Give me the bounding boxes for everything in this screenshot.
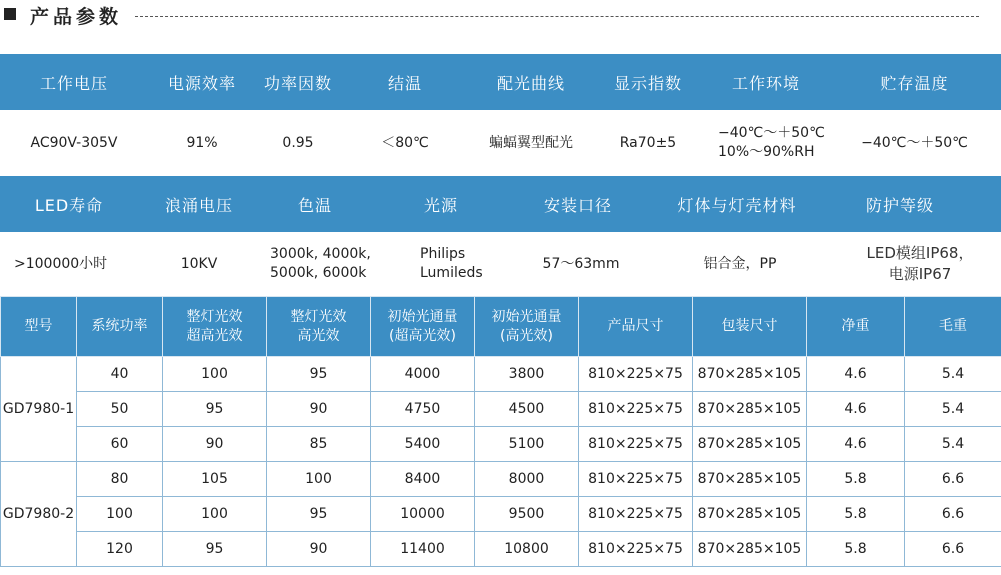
- param-value-environment: [704, 110, 828, 176]
- param-value-light-source-line2: Lumileds: [420, 265, 483, 281]
- table-header-text: 系统功率: [91, 318, 148, 334]
- table-cell: 5.8: [807, 497, 905, 532]
- param-value-color-temp-line2: 5000k, 6000k: [270, 265, 367, 281]
- model-cell: GD7980-1: [1, 357, 77, 462]
- param-value-light-source: [412, 232, 512, 296]
- table-cell: 6.6: [905, 462, 1001, 497]
- param-label-environment: 工作环境: [731, 73, 800, 93]
- table-cell: 810×225×75: [579, 462, 693, 497]
- table-cell: 50: [77, 392, 163, 427]
- param-label-protection: 防护等级: [865, 195, 934, 215]
- table-cell: 3800: [475, 357, 579, 392]
- table-row: [1, 392, 1001, 427]
- param-label-efficiency: 电源效率: [167, 73, 236, 93]
- table-header-text: 整灯光效: [186, 308, 243, 325]
- params2-label-band: [0, 176, 1001, 232]
- table-cell: 90: [267, 532, 371, 567]
- table-cell: 5.4: [905, 357, 1001, 392]
- table-row: [1, 357, 1001, 392]
- model-spec-table: [0, 296, 1001, 567]
- table-cell: 9500: [475, 497, 579, 532]
- param-label-surge-voltage: 浪涌电压: [164, 195, 233, 215]
- param-value-environment-temp: −40℃～＋50℃: [718, 125, 825, 141]
- param-label-light-distribution: 配光曲线: [496, 73, 565, 93]
- table-header-text: 高光效: [297, 327, 340, 344]
- table-cell: 4750: [371, 392, 475, 427]
- param-label-light-source: 光源: [423, 195, 458, 215]
- table-cell: 10000: [371, 497, 475, 532]
- section-title: 产品参数: [30, 6, 123, 28]
- param-value-junction-temp: ＜80℃: [381, 134, 429, 151]
- table-cell: 85: [267, 427, 371, 462]
- table-row: [1, 427, 1001, 462]
- table-cell: 870×285×105: [693, 392, 807, 427]
- table-header-cell: [371, 297, 475, 357]
- param-value-light-distribution: 蝙蝠翼型配光: [489, 134, 573, 151]
- table-header-text: 超高光效: [186, 327, 243, 344]
- section-header: [0, 0, 1001, 32]
- param-value-mount-diameter: 57～63mm: [542, 255, 620, 272]
- table-header-text: (超高光效): [389, 327, 456, 344]
- param-label-led-life: LED寿命: [34, 195, 104, 215]
- param-value-color-temp: [262, 232, 376, 296]
- table-header-row: [1, 297, 1001, 357]
- table-row: [1, 497, 1001, 532]
- table-header-text: 毛重: [939, 318, 967, 334]
- param-value-surge-voltage: 10KV: [180, 255, 218, 272]
- param-label-power-factor: 功率因数: [263, 73, 332, 93]
- table-cell: 5.8: [807, 532, 905, 567]
- table-cell: 100: [163, 357, 267, 392]
- table-cell: 60: [77, 427, 163, 462]
- param-label-junction-temp: 结温: [387, 73, 422, 93]
- table-cell: 4500: [475, 392, 579, 427]
- table-cell: 100: [77, 497, 163, 532]
- table-cell: 4.6: [807, 427, 905, 462]
- table-header-cell: [807, 297, 905, 357]
- table-cell: 810×225×75: [579, 497, 693, 532]
- dashed-divider: [135, 16, 979, 17]
- table-cell: 810×225×75: [579, 532, 693, 567]
- table-cell: 4000: [371, 357, 475, 392]
- table-header-cell: [579, 297, 693, 357]
- table-cell: 5100: [475, 427, 579, 462]
- table-cell: 870×285×105: [693, 357, 807, 392]
- param-value-environment-humidity: 10%～90%RH: [718, 144, 815, 160]
- table-cell: 95: [267, 497, 371, 532]
- table-row: [1, 532, 1001, 567]
- param-value-cri: Ra70±5: [619, 134, 677, 151]
- table-header-text: 整灯光效: [290, 308, 347, 325]
- param-value-led-life: >100000小时: [14, 255, 108, 272]
- table-cell: 95: [267, 357, 371, 392]
- param-label-color-temp: 色温: [297, 195, 332, 215]
- table-cell: 120: [77, 532, 163, 567]
- table-cell: 100: [267, 462, 371, 497]
- table-cell: 870×285×105: [693, 427, 807, 462]
- table-header: [1, 297, 1001, 357]
- param-value-protection-line1: LED模组IP68，: [866, 244, 974, 262]
- table-body: [1, 357, 1001, 567]
- table-cell: 8400: [371, 462, 475, 497]
- params1-value-row: [0, 110, 1001, 176]
- table-header-text: 产品尺寸: [607, 318, 664, 334]
- table-cell: 810×225×75: [579, 357, 693, 392]
- table-cell: 100: [163, 497, 267, 532]
- param-label-mount-diameter: 安装口径: [543, 195, 612, 215]
- param-label-material: 灯体与灯壳材料: [677, 195, 797, 215]
- param-value-light-source-line1: Philips: [420, 246, 466, 262]
- table-header-cell: [475, 297, 579, 357]
- table-cell: 5.4: [905, 392, 1001, 427]
- table-header-text: 初始光通量: [387, 308, 458, 325]
- table-cell: 95: [163, 392, 267, 427]
- table-cell: 810×225×75: [579, 392, 693, 427]
- table-header-cell: [905, 297, 1001, 357]
- params1-label-band: [0, 54, 1001, 110]
- table-cell: 810×225×75: [579, 427, 693, 462]
- table-cell: 6.6: [905, 497, 1001, 532]
- param-value-voltage: AC90V-305V: [30, 134, 118, 151]
- table-cell: 40: [77, 357, 163, 392]
- section-bullet-icon: [4, 8, 16, 20]
- table-cell: 5.4: [905, 427, 1001, 462]
- table-header-cell: [163, 297, 267, 357]
- table-header-cell: [1, 297, 77, 357]
- table-header-cell: [267, 297, 371, 357]
- param-label-storage-temp: 贮存温度: [880, 73, 949, 93]
- table-header-cell: [77, 297, 163, 357]
- table-header-text: 初始光通量: [491, 308, 562, 325]
- param-value-efficiency: 91%: [186, 134, 218, 151]
- param-value-color-temp-line1: 3000k, 4000k,: [270, 246, 371, 262]
- table-cell: 8000: [475, 462, 579, 497]
- table-cell: 95: [163, 532, 267, 567]
- table-header-text: 型号: [24, 318, 53, 334]
- table-cell: 90: [267, 392, 371, 427]
- table-cell: 105: [163, 462, 267, 497]
- model-cell: GD7980-2: [1, 462, 77, 567]
- table-cell: 6.6: [905, 532, 1001, 567]
- table-header-cell: [693, 297, 807, 357]
- table-cell: 870×285×105: [693, 532, 807, 567]
- param-value-protection-line2: 电源IP67: [888, 265, 952, 283]
- table-cell: 11400: [371, 532, 475, 567]
- param-label-voltage: 工作电压: [39, 73, 108, 93]
- table-cell: 5400: [371, 427, 475, 462]
- table-header-text: 包装尺寸: [721, 318, 778, 334]
- table-cell: 870×285×105: [693, 497, 807, 532]
- param-value-protection: [840, 232, 1000, 296]
- param-value-material: 铝合金，PP: [703, 255, 777, 272]
- table-cell: 870×285×105: [693, 462, 807, 497]
- param-value-storage-temp: −40℃～＋50℃: [861, 134, 968, 151]
- table-header-text: 净重: [841, 318, 870, 334]
- table-cell: 4.6: [807, 392, 905, 427]
- param-label-cri: 显示指数: [613, 73, 682, 93]
- params2-value-row: [0, 232, 1001, 296]
- table-cell: 4.6: [807, 357, 905, 392]
- param-value-power-factor: 0.95: [282, 134, 314, 151]
- table-row: [1, 462, 1001, 497]
- table-cell: 10800: [475, 532, 579, 567]
- table-header-text: (高光效): [500, 327, 553, 344]
- table-cell: 90: [163, 427, 267, 462]
- table-cell: 5.8: [807, 462, 905, 497]
- table-cell: 80: [77, 462, 163, 497]
